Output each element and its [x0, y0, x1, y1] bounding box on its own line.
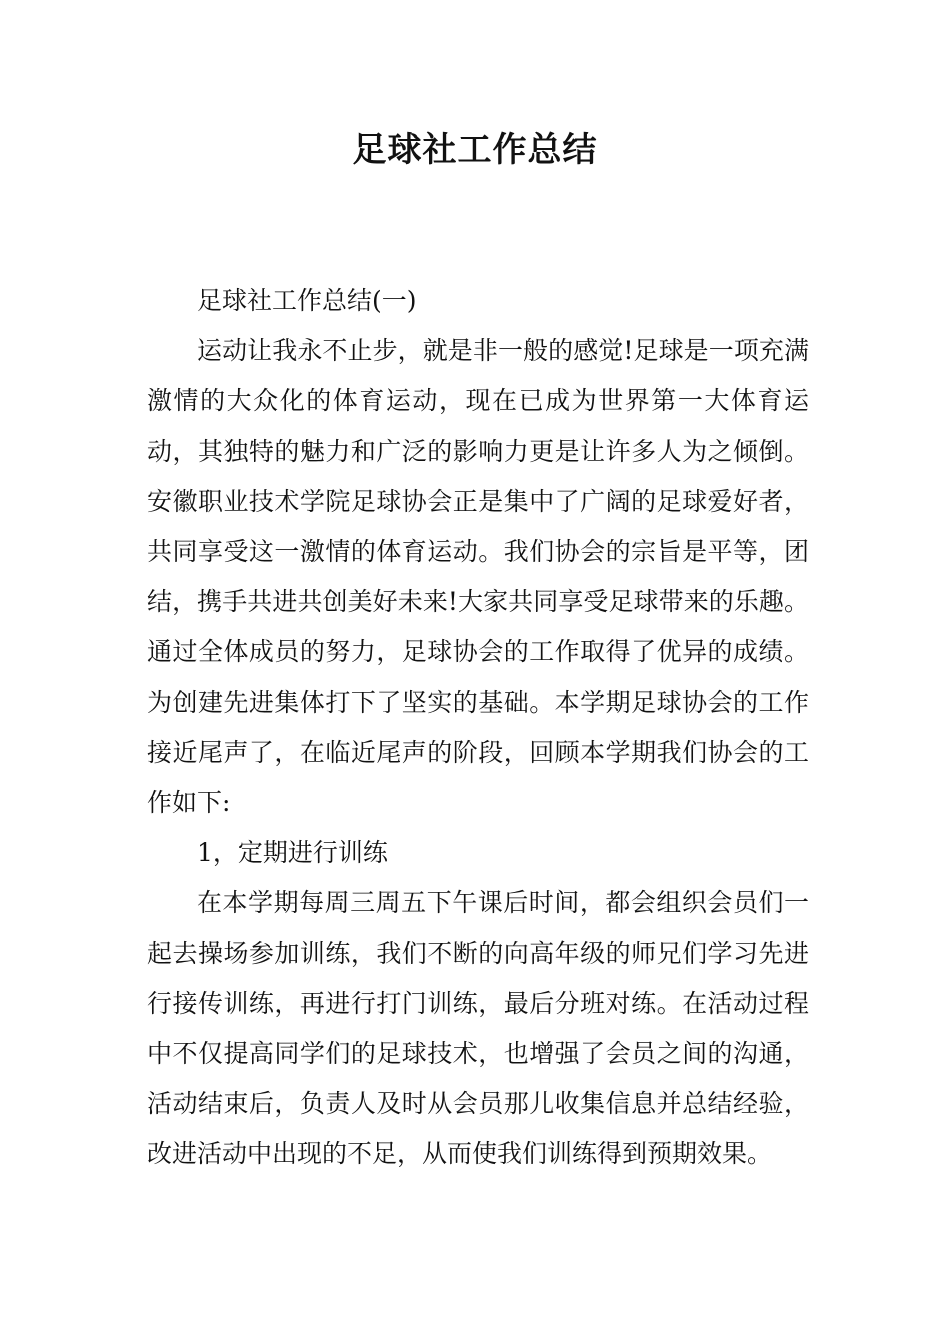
list-item-heading: 1，定期进行训练	[197, 838, 388, 868]
section-heading: 足球社工作总结(一)	[197, 286, 417, 315]
document-body	[147, 276, 809, 1180]
document-title: 足球社工作总结	[352, 130, 598, 170]
intro-paragraph: 运动让我永不止步，就是非一般的感觉!足球是一项充满激情的大众化的体育运动，现在已成为世界第一大体育运动，其独特的魅力和广泛的影响力更是让许多人为之倾倒。安徽职业技术学院足球协会正是集中了广阔的足球爱好者，共同享受这一激情的体育运动。我们协会的宗旨是平等，团结，携手共进共创美好未来!大家共同享受足球带来的乐趣。通过全体成员的努力，足球协会的工作取得了优异的成绩。为创建先进集体打下了坚实的基础。本学期足球协会的工作接近尾声了，在临近尾声的阶段，回顾本学期我们协会的工作如下:	[147, 336, 809, 818]
training-paragraph: 在本学期每周三周五下午课后时间，都会组织会员们一起去操场参加训练，我们不断的向高年级的师兄们学习先进行接传训练，再进行打门训练，最后分班对练。在活动过程中不仅提高同学们的足球技术，也增强了会员之间的沟通，活动结束后，负责人及时从会员那儿收集信息并总结经验，改进活动中出现的不足，从而使我们训练得到预期效果。	[147, 888, 809, 1169]
